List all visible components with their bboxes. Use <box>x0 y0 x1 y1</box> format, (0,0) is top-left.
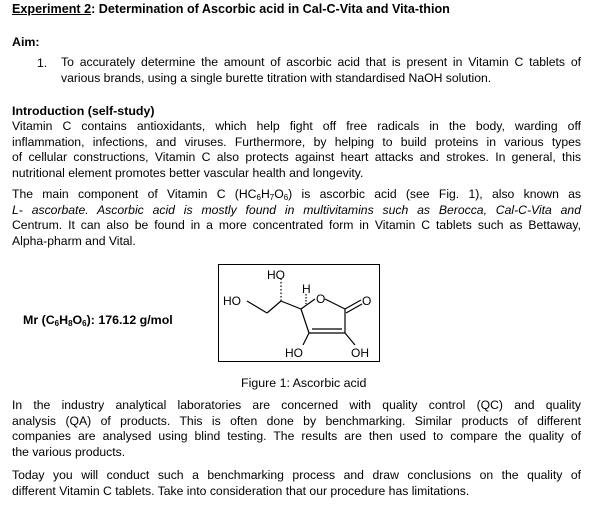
ascorbic-acid-structure <box>219 265 379 361</box>
aim-line: To accurately determine the amount of ascorbic acid that is present in Vitamin C tablets of <box>61 55 581 69</box>
today-paragraph <box>12 468 581 499</box>
ring-oxygen-label: O <box>316 292 326 306</box>
today-line: Today you will conduct such a benchmarking process and draw conclusions on the quality of <box>12 468 581 482</box>
aim-line: various brands, using a single burette titration with standardised NaOH solution. <box>61 70 492 85</box>
intro2-line-2: L- ascorbate. Ascorbic acid is mostly found in multivitamins such as Berocca, Cal-C-Vita and <box>12 202 581 217</box>
intro-paragraph-1 <box>12 119 581 181</box>
experiment-number: Experiment 2 <box>12 2 92 16</box>
aim-heading: Aim: <box>12 35 40 49</box>
intro2-line-1: The main component of Vitamin C $(HC_6H_7O_6)$ is ascorbic acid (see Fig. 1), also known as <box>12 187 582 202</box>
ho-label-bottom: HO <box>285 346 303 360</box>
qc-line: analysis (QA) of products. This is often done by benchmarking. Similar products of different <box>12 413 581 428</box>
intro-line: of cellular constructions, Vitamin C also protects against heart attacks and strokes. In general, this <box>12 150 581 165</box>
chemical-formula: $HC_6H_7O_6$ <box>238 187 289 202</box>
intro-line: Vitamin C contains antioxidants, which help fight off free radicals in the body, warding off <box>12 119 581 133</box>
molar-mass: Mr $(C_6H_8O_6)$: 176.12 g/mol <box>23 313 173 328</box>
intro-line: inflammation, infections, and viruses. Furthermore, by helping to build proteins in various types <box>12 134 581 149</box>
aim-item-text <box>61 55 581 86</box>
ho-label-top: HO <box>267 268 285 282</box>
today-line: different Vitamin C tablets. Take into consideration that our procedure has limitations. <box>12 483 470 498</box>
qc-line: the various products. <box>12 444 126 459</box>
intro2-line-3: Centrum. It can also be found in a more concentrated form in Vitamin C tablets such as Bettaway, <box>12 218 581 233</box>
qc-line: In the industry analytical laboratories are concerned with quality control (QC) and quality <box>12 398 581 412</box>
figure-caption: Figure 1: Ascorbic acid <box>241 376 367 390</box>
ho-label-left: HO <box>223 294 241 308</box>
intro-paragraph-2 <box>12 187 581 249</box>
experiment-title <box>12 2 450 16</box>
oh-label-bottom: OH <box>351 346 369 360</box>
h-label: H <box>302 282 311 296</box>
experiment-title-text: : Determination of Ascorbic acid in Cal-C-Vita and Vita-thion <box>91 2 450 16</box>
intro2-line-4: Alpha-pharm and Vital. <box>12 233 136 248</box>
qc-paragraph <box>12 398 581 460</box>
intro-line: nutritional element promotes better vascular health and longevity. <box>12 165 364 180</box>
introduction-heading: Introduction (self-study) <box>12 104 155 118</box>
ascorbic-acid-figure <box>218 264 380 362</box>
aim-item-number: 1. <box>37 56 48 70</box>
carbonyl-oxygen-label: O <box>362 294 372 308</box>
qc-line: companies are analysed using blind testing. The results are then used to compare the quality of <box>12 429 581 444</box>
